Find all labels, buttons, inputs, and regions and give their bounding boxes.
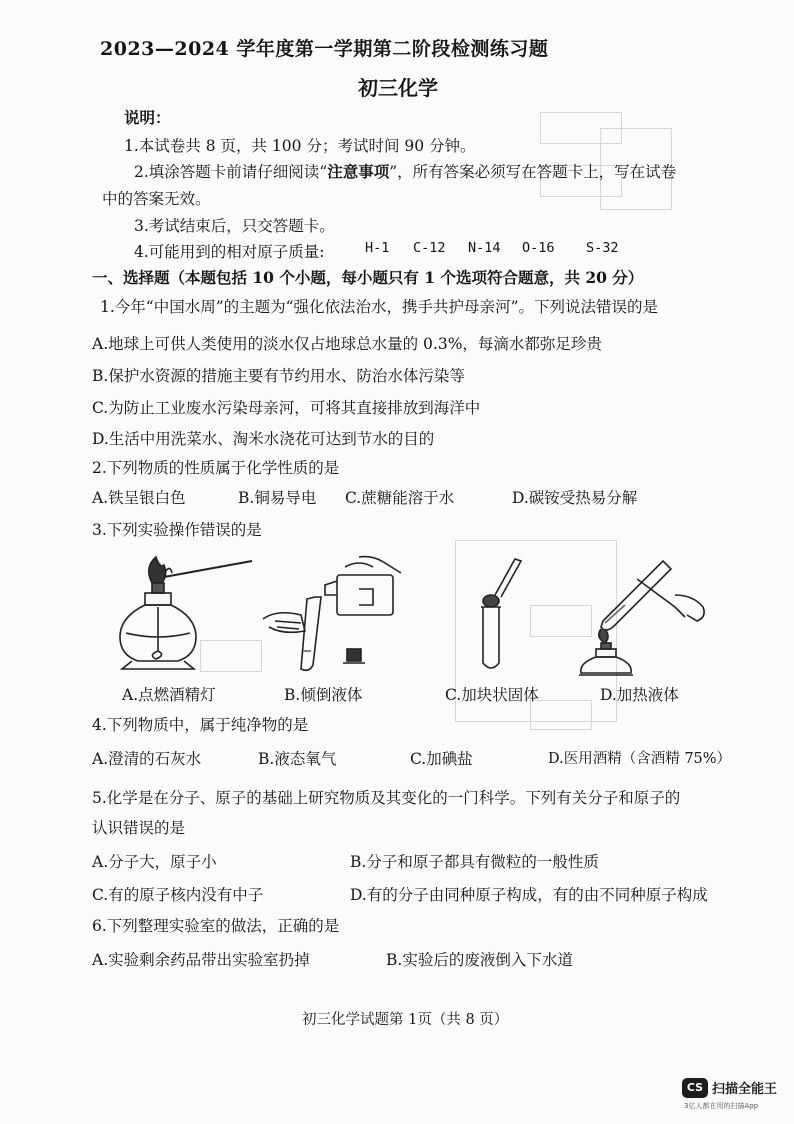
question-3-option-c: C.加块状固体 <box>445 686 539 704</box>
question-3-option-a: A.点燃酒精灯 <box>122 686 216 704</box>
question-2-stem: 2.下列物质的性质属于化学性质的是 <box>92 459 340 477</box>
question-5-stem: 5.化学是在分子、原子的基础上研究物质及其变化的一门科学。下列有关分子和原子的 <box>92 789 681 807</box>
figure-heating-liquid <box>575 555 715 680</box>
question-4-option-b: B.液态氧气 <box>258 750 337 768</box>
question-6-option-b: B.实验后的废液倒入下水道 <box>386 951 573 969</box>
question-2-option-a: A.铁呈银白色 <box>92 489 186 507</box>
camscanner-watermark-name: 扫描全能王 <box>712 1082 778 1097</box>
atomic-mass-h: H-1 <box>365 240 390 256</box>
question-4-stem: 4.下列物质中，属于纯净物的是 <box>92 716 309 734</box>
question-5-option-d: D.有的分子由同种原子构成，有的由不同种原子构成 <box>350 886 708 904</box>
question-2-option-c: C.蔗糖能溶于水 <box>345 489 455 507</box>
atomic-mass-s: S-32 <box>586 240 619 256</box>
question-1-option-c: C.为防止工业废水污染母亲河，可将其直接排放到海洋中 <box>92 399 481 417</box>
atomic-mass-o: O-16 <box>522 240 555 256</box>
question-1-option-b: B.保护水资源的措施主要有节约用水、防治水体污染等 <box>92 367 465 385</box>
figure-adding-solid <box>455 555 535 675</box>
exam-title: 2023—2024 学年度第一学期第二阶段检测练习题 <box>100 38 549 60</box>
section-1-heading: 一、选择题（本题包括 10 个小题，每小题只有 1 个选项符合题意，共 20 分） <box>92 268 644 287</box>
note-4-label: 4.可能用到的相对原子质量: <box>134 243 325 261</box>
exam-subject: 初三化学 <box>358 76 438 100</box>
bleed-through-box <box>530 700 592 730</box>
figure-pouring-liquid <box>255 555 405 675</box>
camscanner-logo-icon: CS <box>682 1078 708 1098</box>
question-5-option-a: A.分子大，原子小 <box>92 853 217 871</box>
note-2-emphasis: 注意事项 <box>327 162 390 181</box>
question-6-stem: 6.下列整理实验室的做法，正确的是 <box>92 917 340 935</box>
question-5-option-b: B.分子和原子都具有微粒的一般性质 <box>350 853 599 871</box>
question-5-stem-continued: 认识错误的是 <box>92 819 186 837</box>
note-2 <box>134 160 676 182</box>
page-footer: 初三化学试题第 1页（共 8 页） <box>302 1012 509 1028</box>
question-4-option-d: D.医用酒精（含酒精 75%） <box>548 751 732 767</box>
question-3-stem: 3.下列实验操作错误的是 <box>92 521 262 539</box>
question-5-option-c: C.有的原子核内没有中子 <box>92 886 264 904</box>
note-2-continued: 中的答案无效。 <box>102 190 211 208</box>
question-3-option-b: B.倾倒液体 <box>284 686 363 704</box>
atomic-mass-n: N-14 <box>468 240 501 256</box>
note-1: 1.本试卷共 8 页，共 100 分；考试时间 90 分钟。 <box>124 137 476 155</box>
question-3-option-d: D.加热液体 <box>600 686 679 704</box>
note-2-pre: 2.填涂答题卡前请仔细阅读“ <box>134 163 328 181</box>
question-2-option-d: D.碳铵受热易分解 <box>512 489 638 507</box>
note-2-post: ”，所有答案必须写在答题卡上，写在试卷 <box>389 163 677 181</box>
question-1-stem: 1.今年“中国水周”的主题为“强化依法治水，携手共护母亲河”。下列说法错误的是 <box>100 298 658 316</box>
camscanner-watermark-tagline: 3亿人都在用的扫描App <box>684 1102 759 1110</box>
figure-lighting-alcohol-lamp <box>112 555 262 675</box>
question-6-option-a: A.实验剩余药品带出实验室扔掉 <box>92 951 310 969</box>
question-1-option-d: D.生活中用洗菜水、淘米水浇花可达到节水的目的 <box>92 430 435 448</box>
atomic-mass-c: C-12 <box>413 240 446 256</box>
question-4-option-a: A.澄清的石灰水 <box>92 750 202 768</box>
question-4-option-c: C.加碘盐 <box>410 750 473 768</box>
question-2-option-b: B.铜易导电 <box>238 489 317 507</box>
notes-heading: 说明： <box>124 108 171 127</box>
question-1-option-a: A.地球上可供人类使用的淡水仅占地球总水量的 0.3%，每滴水都弥足珍贵 <box>92 335 602 353</box>
note-3: 3.考试结束后，只交答题卡。 <box>134 217 335 235</box>
